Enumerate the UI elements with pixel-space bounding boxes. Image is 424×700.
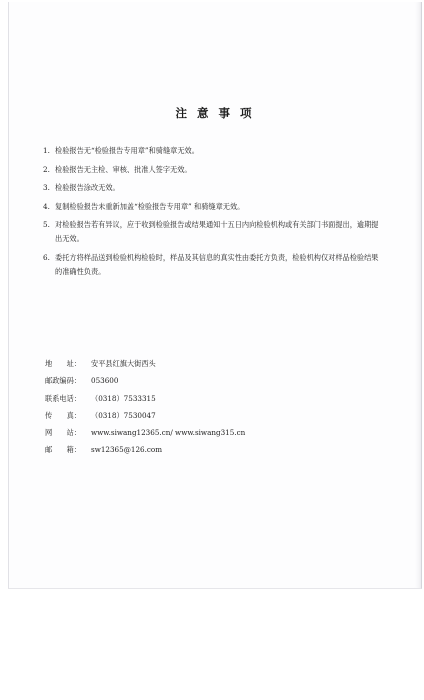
note-number: 1. <box>43 146 50 155</box>
contact-value: （0318）7530047 <box>91 410 156 420</box>
contact-value: 053600 <box>91 376 119 386</box>
note-text: 复制检验报告未重新加盖“检验报告专用章” 和骑缝章无效。 <box>55 201 245 211</box>
note-item <box>43 218 383 246</box>
contact-postcode <box>45 375 345 386</box>
contact-label: 传 真： <box>45 410 81 420</box>
note-number: 4. <box>43 201 50 211</box>
contact-label: 网 站： <box>45 428 81 438</box>
contact-label: 邮 箱： <box>45 445 81 455</box>
contact-label: 联系电话： <box>45 393 81 403</box>
contact-info <box>45 358 345 462</box>
contact-value: sw12365@126.com <box>91 445 163 455</box>
note-item <box>43 251 383 279</box>
note-text: 委托方将样品送到检验机构检验时，样品及其信息的真实性由委托方负责，检验机构仅对样品检验结果的准确性负责。 <box>55 252 379 276</box>
contact-email <box>45 444 345 455</box>
note-item <box>43 181 383 195</box>
note-text: 检验报告涂改无效。 <box>55 183 120 192</box>
contact-label: 地 址： <box>45 359 81 368</box>
contact-value: www.siwang12365.cn/ www.siwang315.cn <box>91 428 246 438</box>
contact-value: 安平县红旗大街西头 <box>91 359 156 368</box>
note-item <box>43 144 383 158</box>
note-number: 6. <box>43 252 50 262</box>
note-item <box>43 200 383 214</box>
note-number: 5. <box>43 220 50 229</box>
contact-fax <box>45 410 345 421</box>
contact-phone <box>45 393 345 404</box>
page-title: 注 意 事 项 <box>175 106 255 120</box>
note-text: 检验报告无“检验报告专用章”和骑缝章无效。 <box>55 146 199 155</box>
contact-website <box>45 427 345 438</box>
contact-value: （0318）7533315 <box>91 393 156 403</box>
notes-list <box>43 144 383 283</box>
note-item <box>43 163 383 177</box>
note-text: 检验报告无主检、审核、批准人签字无效。 <box>55 164 192 174</box>
contact-label: 邮政编码： <box>45 376 81 386</box>
contact-address <box>45 358 345 369</box>
note-number: 3. <box>43 183 50 192</box>
note-text: 对检验报告若有异议，应于收到检验报告或结果通知十五日内向检验机构或有关部门书面提出，逾期提出无效。 <box>55 220 379 243</box>
paper-sheet <box>8 2 422 589</box>
note-number: 2. <box>43 164 50 174</box>
